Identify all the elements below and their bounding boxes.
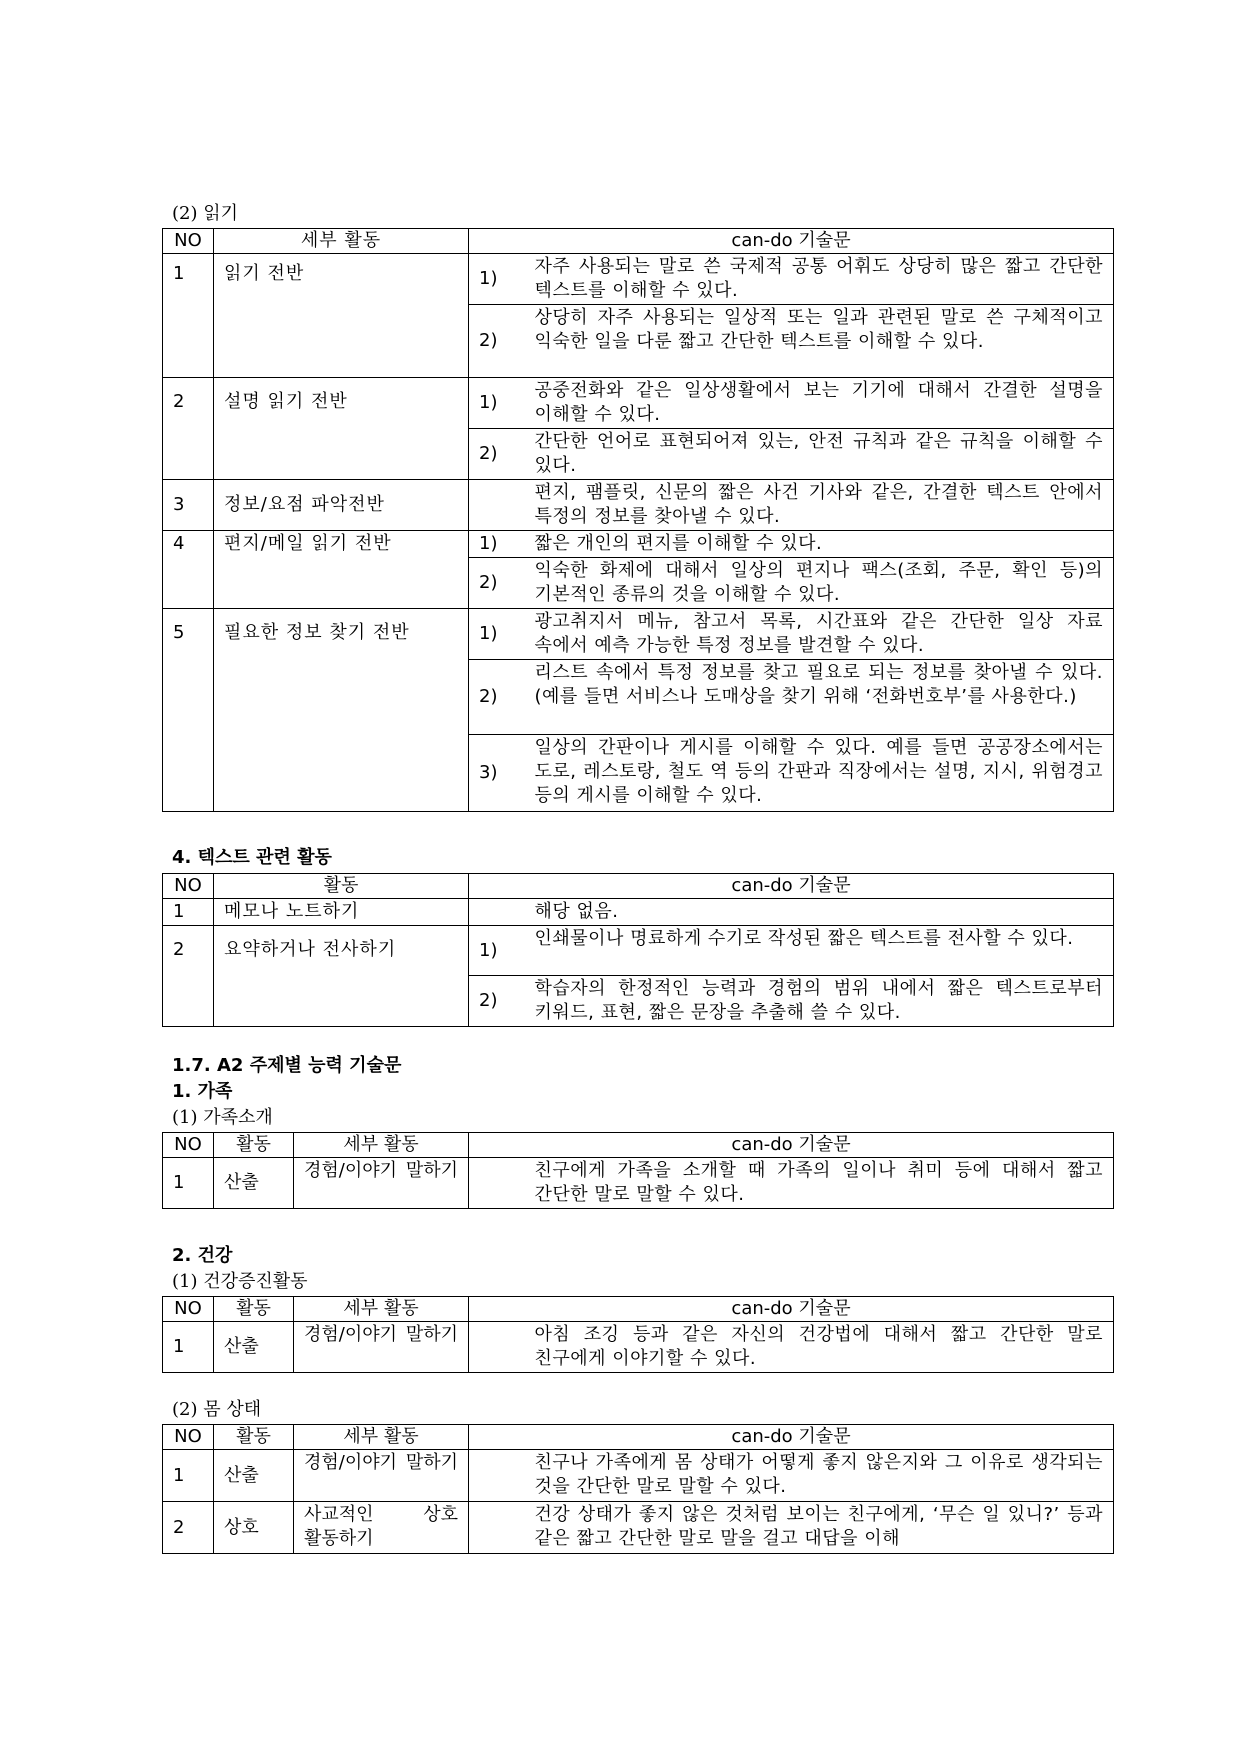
reading-table (162, 228, 1114, 812)
row-no: 5 (163, 609, 214, 812)
item-number: 2) (469, 558, 525, 609)
table-row (163, 1450, 1114, 1502)
reading-heading: (2) 읽기 (172, 203, 238, 224)
item-number: 2) (469, 429, 525, 480)
family-table (162, 1132, 1114, 1209)
body-state-table (162, 1424, 1114, 1554)
item-text: 건강 상태가 좋지 않은 것처럼 보이는 친구에게, ‘무슨 일 있니?’ 등과 같은 짧고 간단한 말로 말을 걸고 대답을 이해 (525, 1502, 1114, 1554)
header-activity: 활동 (214, 874, 469, 899)
row-no: 2 (163, 1502, 214, 1554)
text-activities-heading: 4. 텍스트 관련 활동 (172, 847, 332, 868)
item-number-empty (469, 1450, 525, 1502)
item-text: 편지, 팸플릿, 신문의 짧은 사건 기사와 같은, 간결한 텍스트 안에서 특정의 정보를 찾아낼 수 있다. (525, 480, 1114, 531)
row-detail: 사교적인 상호 활동하기 (294, 1502, 469, 1554)
table-row (163, 899, 1114, 926)
item-number: 1) (469, 531, 525, 558)
row-activity: 읽기 전반 (214, 254, 469, 378)
item-text: 친구에게 가족을 소개할 때 가족의 일이나 취미 등에 대해서 짧고 간단한 말로 말할 수 있다. (525, 1158, 1114, 1209)
row-activity: 설명 읽기 전반 (214, 378, 469, 480)
table-row (163, 1502, 1114, 1554)
item-text: 간단한 언어로 표현되어져 있는, 안전 규칙과 같은 규칙을 이해할 수 있다. (525, 429, 1114, 480)
item-number-empty (469, 1322, 525, 1373)
item-number (469, 480, 525, 531)
item-text: 익숙한 화제에 대해서 일상의 편지나 팩스(조회, 주문, 확인 등)의 기본적인 종류의 것을 이해할 수 있다. (525, 558, 1114, 609)
header-activity: 활동 (214, 1297, 294, 1322)
row-activity: 편지/메일 읽기 전반 (214, 531, 469, 609)
item-number-empty (469, 1158, 525, 1209)
item-text: 해당 없음. (525, 899, 1114, 926)
table-header-row (163, 1425, 1114, 1450)
item-number: 1) (469, 926, 525, 976)
item-text: 상당히 자주 사용되는 일상적 또는 일과 관련된 말로 쓴 구체적이고 익숙한 일을 다룬 짧고 간단한 텍스트를 이해할 수 있다. (525, 305, 1114, 378)
family-intro-heading: (1) 가족소개 (172, 1107, 273, 1128)
family-heading: 1. 가족 (172, 1081, 233, 1102)
header-no: NO (163, 1297, 214, 1322)
item-text: 친구나 가족에게 몸 상태가 어떻게 좋지 않은지와 그 이유로 생각되는 것을 간단한 말로 말할 수 있다. (525, 1450, 1114, 1502)
text-activities-table (162, 873, 1114, 1027)
a2-heading: 1.7. A2 주제별 능력 기술문 (172, 1055, 402, 1076)
row-detail: 경험/이야기 말하기 (294, 1158, 469, 1209)
row-no: 2 (163, 378, 214, 480)
item-number: 1) (469, 378, 525, 429)
health-promo-heading: (1) 건강증진활동 (172, 1271, 308, 1292)
row-detail: 경험/이야기 말하기 (294, 1322, 469, 1373)
item-text: 리스트 속에서 특정 정보를 찾고 필요로 되는 정보를 찾아낼 수 있다.(예를 들면 서비스나 도매상을 찾기 위해 ‘전화번호부’를 사용한다.) (525, 660, 1114, 735)
item-text: 짧은 개인의 편지를 이해할 수 있다. (525, 531, 1114, 558)
header-detail: 세부 활동 (294, 1425, 469, 1450)
header-detail: 세부 활동 (294, 1133, 469, 1158)
header-cando: can-do 기술문 (469, 874, 1114, 899)
row-no: 1 (163, 254, 214, 378)
body-state-heading: (2) 몸 상태 (172, 1399, 262, 1420)
table-row (163, 609, 1114, 660)
row-activity: 산출 (214, 1322, 294, 1373)
row-no: 1 (163, 1158, 214, 1209)
item-number: 3) (469, 735, 525, 812)
row-activity: 산출 (214, 1158, 294, 1209)
row-no: 3 (163, 480, 214, 531)
header-cando: can-do 기술문 (469, 1133, 1114, 1158)
row-no: 1 (163, 1322, 214, 1373)
table-row (163, 1322, 1114, 1373)
header-no: NO (163, 874, 214, 899)
table-row (163, 480, 1114, 531)
item-text: 일상의 간판이나 게시를 이해할 수 있다. 예를 들면 공공장소에서는 도로, 레스토랑, 철도 역 등의 간판과 직장에서는 설명, 지시, 위험경고 등의 게시를 이해할 수 있다. (525, 735, 1114, 812)
item-text: 자주 사용되는 말로 쓴 국제적 공통 어휘도 상당히 많은 짧고 간단한 텍스트를 이해할 수 있다. (525, 254, 1114, 305)
row-no: 4 (163, 531, 214, 609)
row-activity: 요약하거나 전사하기 (214, 926, 469, 1027)
item-number: 2) (469, 305, 525, 378)
row-activity: 필요한 정보 찾기 전반 (214, 609, 469, 812)
item-number-empty (469, 1502, 525, 1554)
row-activity: 산출 (214, 1450, 294, 1502)
row-no: 2 (163, 926, 214, 1027)
table-header-row (163, 1297, 1114, 1322)
table-row (163, 926, 1114, 976)
header-detail: 세부 활동 (294, 1297, 469, 1322)
item-number: 1) (469, 609, 525, 660)
header-cando: can-do 기술문 (469, 1425, 1114, 1450)
row-no: 1 (163, 1450, 214, 1502)
row-no: 1 (163, 899, 214, 926)
item-number (469, 899, 525, 926)
item-text: 광고취지서 메뉴, 참고서 목록, 시간표와 같은 간단한 일상 자료 속에서 예측 가능한 특정 정보를 발견할 수 있다. (525, 609, 1114, 660)
table-row (163, 254, 1114, 305)
row-activity: 메모나 노트하기 (214, 899, 469, 926)
health-table (162, 1296, 1114, 1373)
table-row (163, 1158, 1114, 1209)
header-no: NO (163, 229, 214, 254)
header-detail: 세부 활동 (214, 229, 469, 254)
item-text: 인쇄물이나 명료하게 수기로 작성된 짧은 텍스트를 전사할 수 있다. (525, 926, 1114, 976)
header-no: NO (163, 1133, 214, 1158)
row-activity: 상호 (214, 1502, 294, 1554)
row-activity: 정보/요점 파악전반 (214, 480, 469, 531)
table-header-row (163, 1133, 1114, 1158)
item-number: 1) (469, 254, 525, 305)
header-cando: can-do 기술문 (469, 229, 1114, 254)
table-header-row (163, 229, 1114, 254)
header-activity: 활동 (214, 1425, 294, 1450)
table-row (163, 531, 1114, 558)
health-heading: 2. 건강 (172, 1245, 233, 1266)
item-text: 아침 조깅 등과 같은 자신의 건강법에 대해서 짧고 간단한 말로 친구에게 이야기할 수 있다. (525, 1322, 1114, 1373)
table-header-row (163, 874, 1114, 899)
header-cando: can-do 기술문 (469, 1297, 1114, 1322)
table-row (163, 378, 1114, 429)
header-activity: 활동 (214, 1133, 294, 1158)
item-text: 학습자의 한정적인 능력과 경험의 범위 내에서 짧은 텍스트로부터 키워드, 표현, 짧은 문장을 추출해 쓸 수 있다. (525, 976, 1114, 1027)
item-text: 공중전화와 같은 일상생활에서 보는 기기에 대해서 간결한 설명을 이해할 수 있다. (525, 378, 1114, 429)
item-number: 2) (469, 976, 525, 1027)
row-detail: 경험/이야기 말하기 (294, 1450, 469, 1502)
header-no: NO (163, 1425, 214, 1450)
item-number: 2) (469, 660, 525, 735)
